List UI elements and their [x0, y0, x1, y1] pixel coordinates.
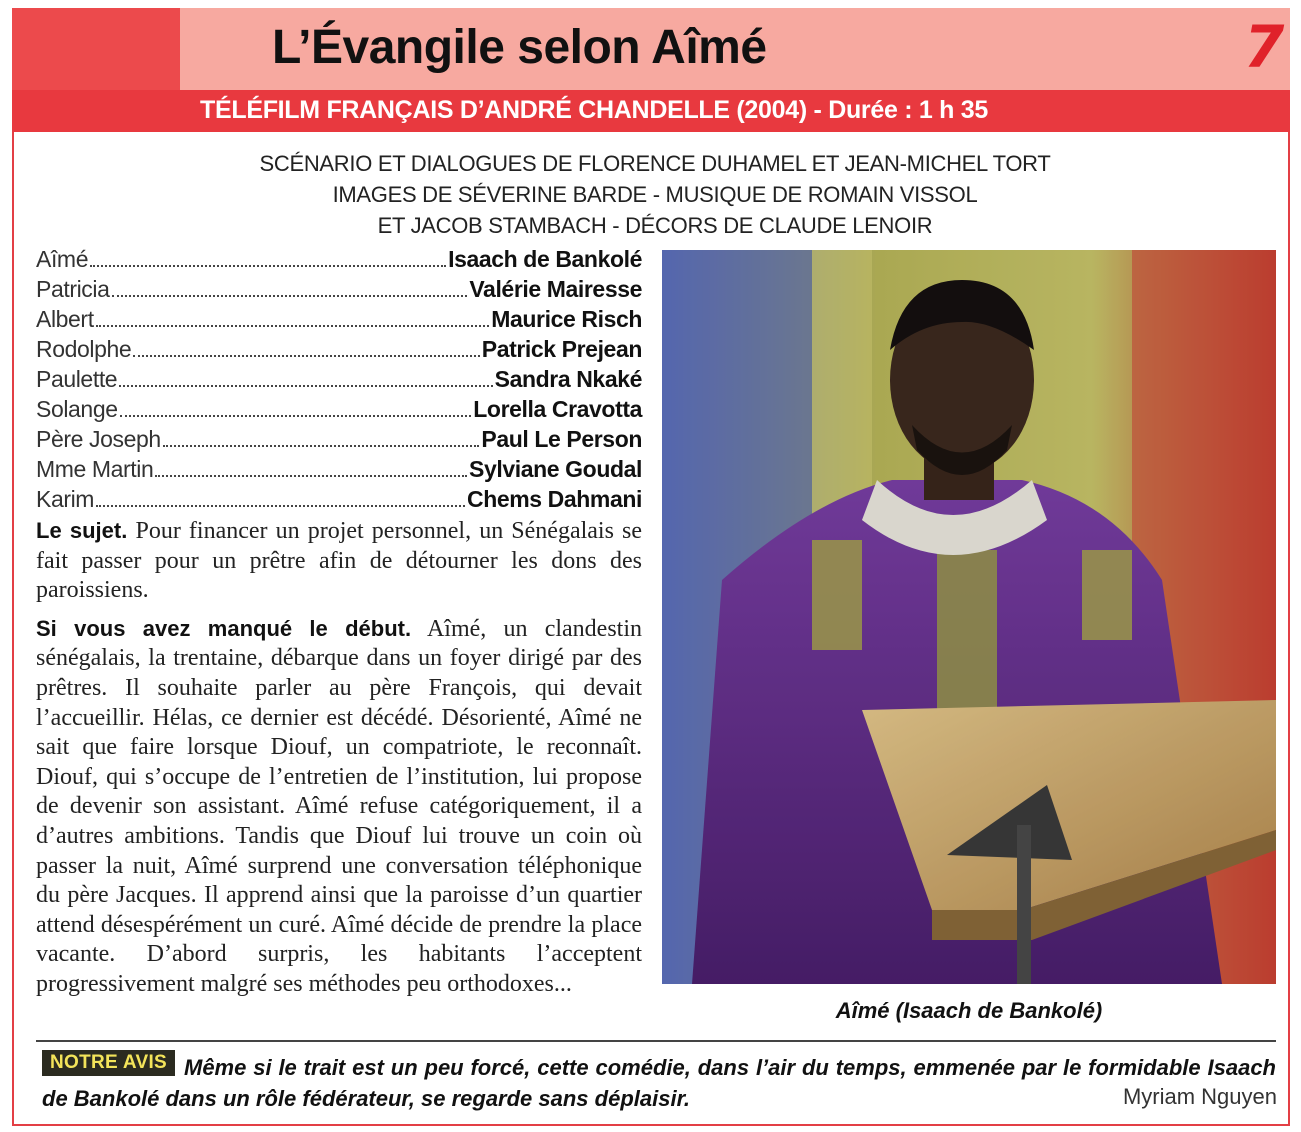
review-badge: NOTRE AVIS: [42, 1050, 175, 1076]
subject-paragraph: [36, 516, 642, 606]
cast-actor: Valérie Mairesse: [469, 276, 642, 302]
cast-row: [36, 366, 642, 396]
missed-text: Aîmé, un clandestin sénégalais, la trentaine, débarque dans un foyer dirigé par des prêtres. Il souhaite parler au père François, qui devait l’accueillir. Hélas, ce dernier est décédé. Désorienté, Aîmé ne sait que faire lorsque Diouf, un compatriote, le reconnaît. Diouf, qui s’occupe de l’entretien de l’institution, lui propose de devenir son assistant. Aîmé refuse catégoriquement, il a d’autres ambitions. Tandis que Diouf lui trouve un coin où passer la nuit, Aîmé surprend une conversation téléphonique du père Jacques. Il apprend ainsi que la paroisse d’un quartier attend désespérément un curé. Aîmé décide de prendre la place vacante. D’abord surpris, les habitants l’acceptent progressivement malgré ses méthodes peu orthodoxes...: [36, 615, 642, 997]
subject-text: Pour financer un projet personnel, un Sénégalais se fait passer pour un prêtre afin de détourner les dons des paroissiens.: [36, 518, 643, 604]
cast-actor: Chems Dahmani: [466, 486, 642, 512]
leader-dots: [96, 325, 490, 327]
film-title: L’Évangile selon Aîmé: [272, 21, 767, 74]
leader-dots: [155, 475, 467, 477]
cast-role: Paulette: [36, 366, 118, 392]
leader-dots: [120, 415, 472, 417]
cast-role: Rodolphe: [36, 336, 132, 362]
cast-actor: Sylviane Goudal: [469, 456, 642, 482]
subject-label: Le sujet.: [36, 518, 128, 543]
cast-role: Albert: [36, 306, 94, 332]
leader-dots: [96, 505, 465, 507]
leader-dots: [119, 385, 492, 387]
review-text: Même si le trait est un peu forcé, cette comédie, dans l’air du temps, emmenée par le formidable Isaach de Bankolé dans un rôle fédérateur, se regarde sans déplaisir.: [42, 1055, 1276, 1111]
synopsis: [36, 516, 642, 1000]
cast-actor: Sandra Nkaké: [494, 366, 642, 392]
film-still-photo: [662, 250, 1276, 984]
cast-row: [36, 426, 642, 456]
credits-line: IMAGES DE SÉVERINE BARDE - MUSIQUE DE ROMAIN VISSOL: [332, 182, 978, 207]
channel-logo: 7: [1244, 13, 1285, 81]
cast-row: [36, 336, 642, 366]
cast-row: [36, 456, 642, 486]
credits-line: SCÉNARIO ET DIALOGUES DE FLORENCE DUHAMEL ET JEAN-MICHEL TORT: [259, 151, 1051, 176]
cast-row: [36, 396, 642, 426]
review-author: Myriam Nguyen: [1122, 1084, 1277, 1109]
cast-role: Aîmé: [36, 246, 89, 272]
cast-role: Mme Martin: [36, 456, 154, 482]
film-subtitle: TÉLÉFILM FRANÇAIS D’ANDRÉ CHANDELLE (2004) - Durée : 1 h 35: [200, 96, 988, 124]
cast-actor: Maurice Risch: [491, 306, 642, 332]
credits-block: [245, 148, 1065, 241]
cast-actor: Lorella Cravotta: [473, 396, 642, 422]
leader-dots: [112, 295, 468, 297]
cast-actor: Paul Le Person: [481, 426, 642, 452]
missed-label: Si vous avez manqué le début.: [36, 615, 412, 641]
divider-rule: [36, 1040, 1276, 1042]
credits-line: ET JACOB STAMBACH - DÉCORS DE CLAUDE LENOIR: [377, 213, 933, 238]
cast-row: [36, 306, 642, 336]
photo-illustration: [662, 250, 1276, 984]
leader-dots: [133, 355, 480, 357]
missed-paragraph: [36, 614, 642, 1000]
leader-dots: [90, 265, 446, 267]
cast-role: Karim: [36, 486, 95, 512]
leader-dots: [163, 445, 480, 447]
cast-actor: Isaach de Bankolé: [448, 246, 642, 272]
photo-caption: Aîmé (Isaach de Bankolé): [835, 998, 1103, 1023]
cast-role: Père Joseph: [36, 426, 161, 452]
cast-row: [36, 486, 642, 516]
cast-role: Solange: [36, 396, 118, 422]
cast-row: [36, 246, 642, 276]
cast-list: [36, 246, 642, 516]
cast-role: Patricia: [36, 276, 110, 302]
cast-row: [36, 276, 642, 306]
cast-actor: Patrick Prejean: [481, 336, 642, 362]
